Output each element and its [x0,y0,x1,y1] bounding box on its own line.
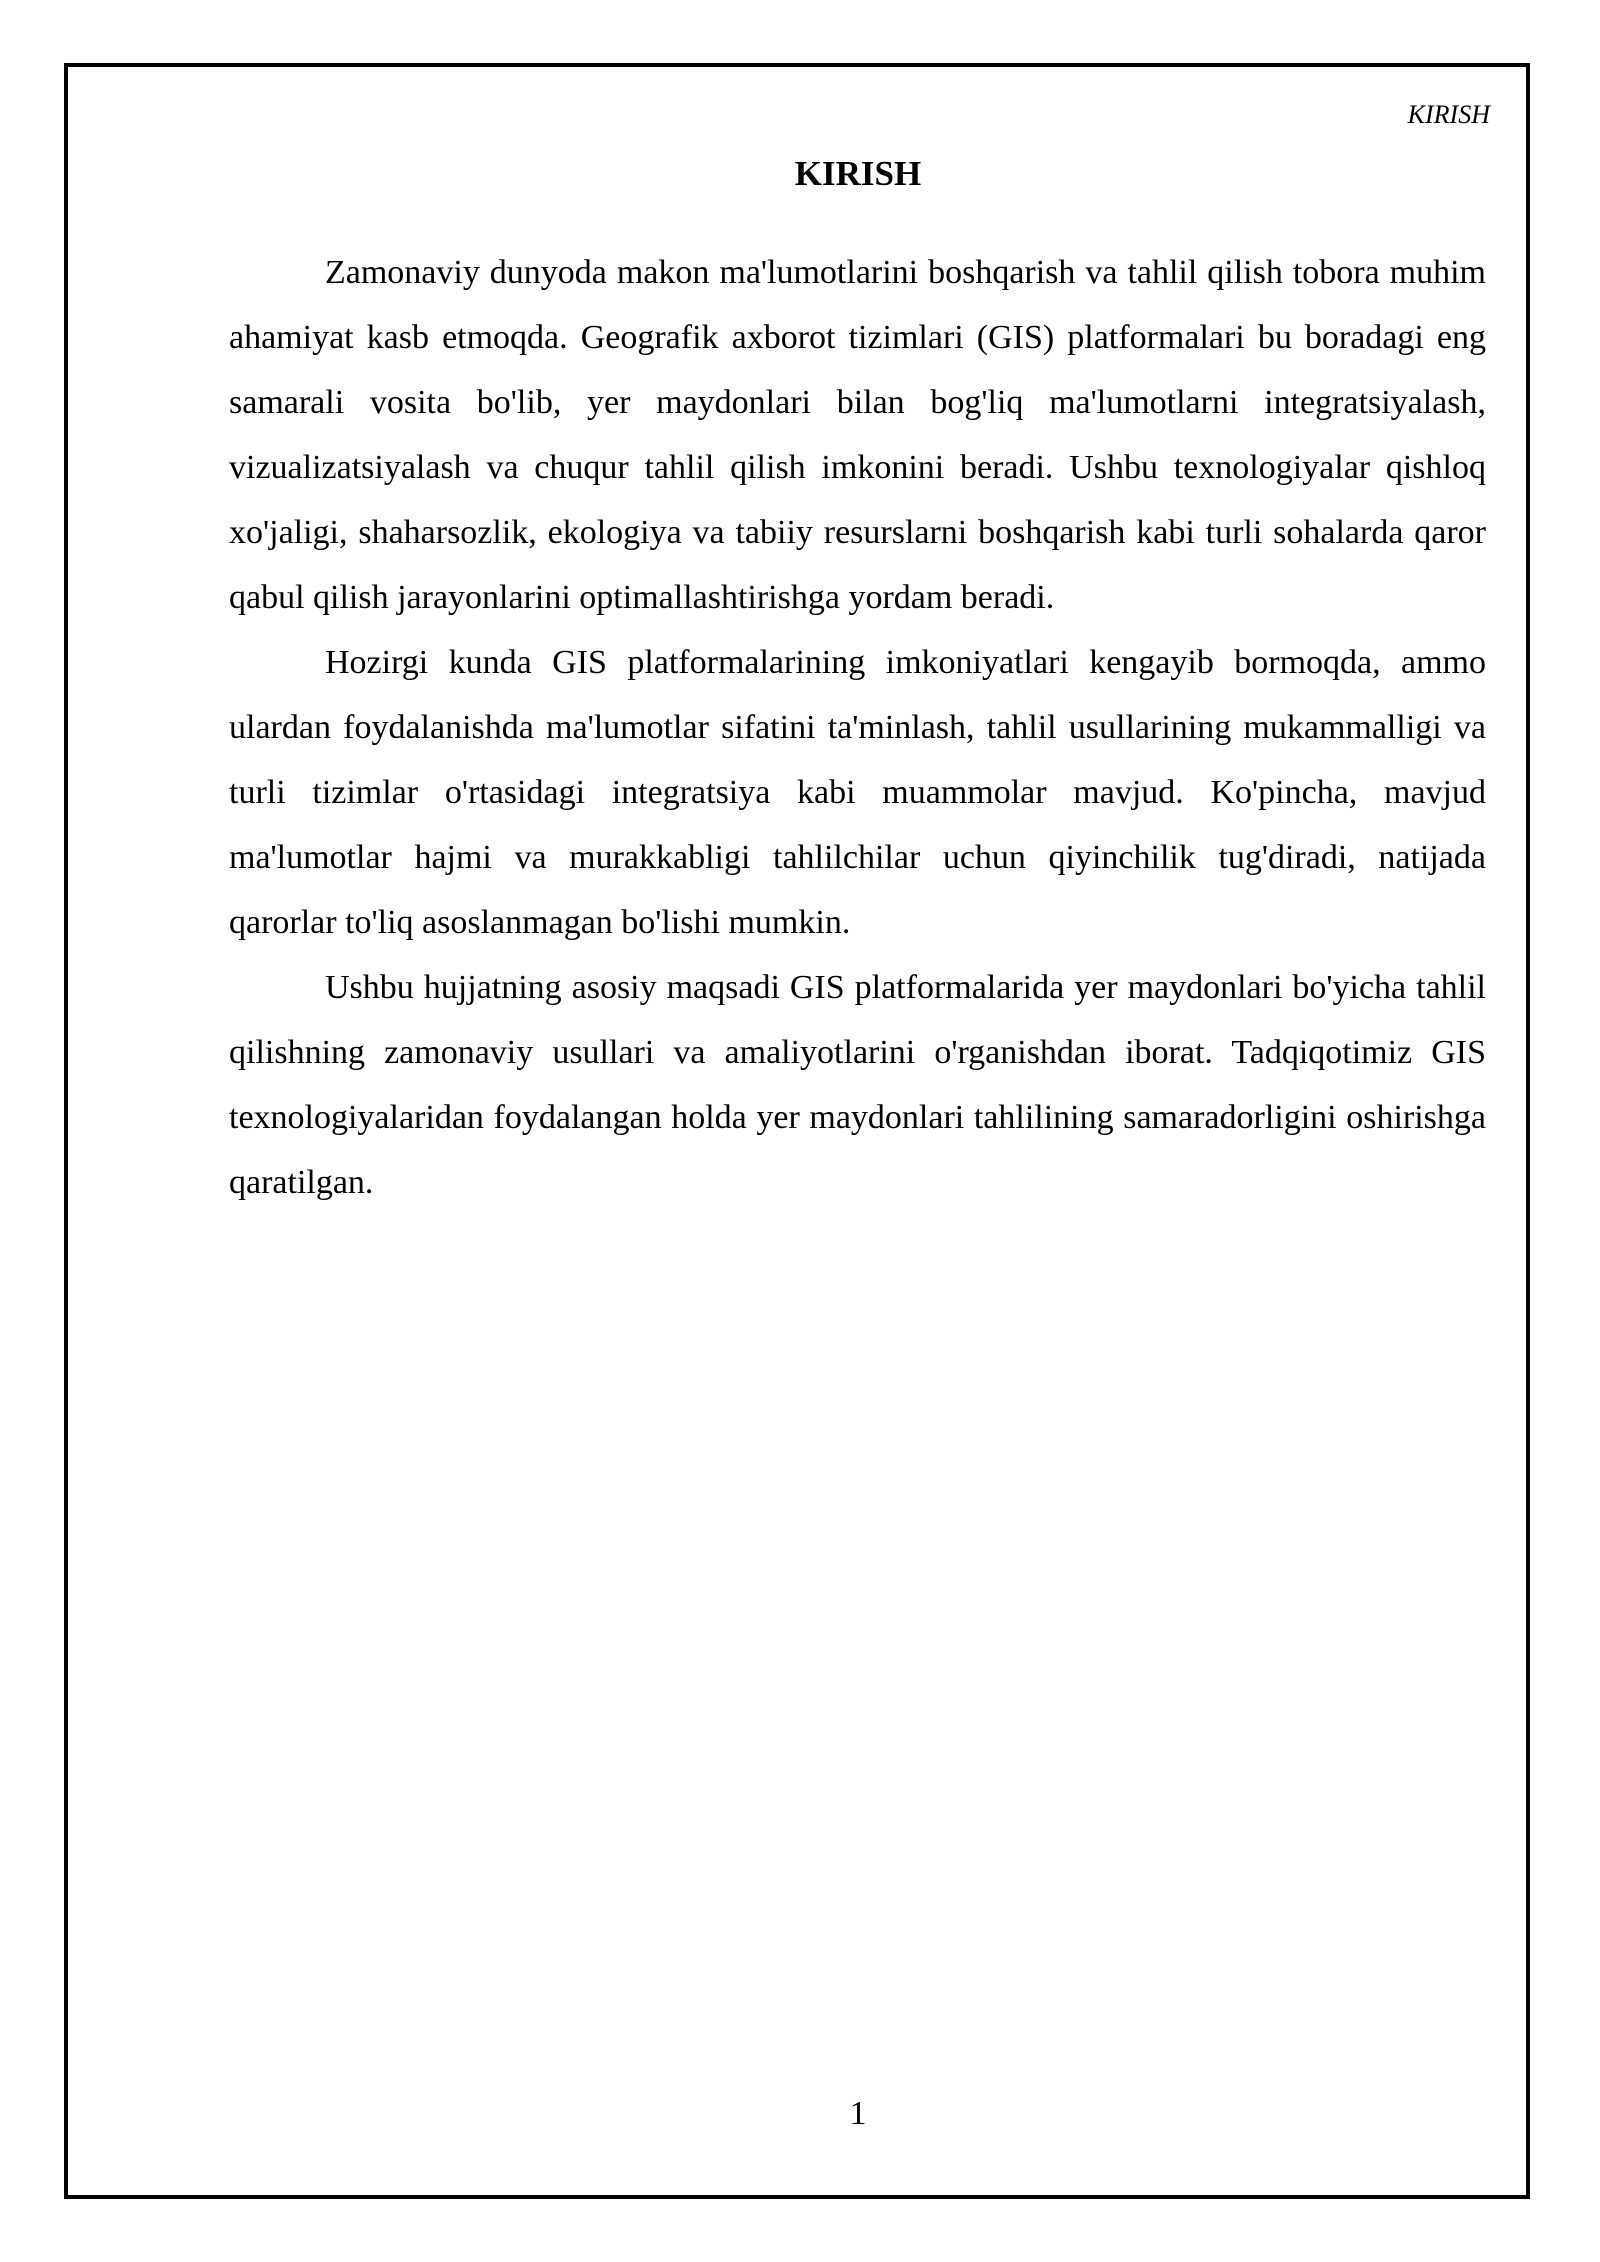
running-header: KIRISH [1407,100,1490,129]
page-title: KIRISH [794,154,922,193]
paragraph-3: Ushbu hujjatning asosiy maqsadi GIS platformalarida yer maydonlari bo'yicha tahlil qilishning zamonaviy usullari va amaliyotlarini o'rganishdan iborat. Tadqiqotimiz GIS texnologiyalaridan foydalangan holda yer maydonlari tahlilining samaradorligini oshirishga qaratilgan. [229,969,1486,1201]
paragraph-1: Zamonaviy dunyoda makon ma'lumotlarini boshqarish va tahlil qilish tobora muhim ahamiyat kasb etmoqda. Geografik axborot tizimlari (GIS) platformalari bu boradagi eng samarali vosita bo'lib, yer maydonlari bilan bog'liq ma'lumotlarni integratsiyalash, vizualizatsiyalash va chuqur tahlil qilish imkonini beradi. Ushbu texnologiyalar qishloq xo'jaligi, shaharsozlik, ekologiya va tabiiy resurslarni boshqarish kabi turli sohalarda qaror qabul qilish jarayonlarini optimallashtirishga yordam beradi. [229,254,1486,616]
body-text [229,240,1486,1215]
page-number: 1 [849,2095,867,2132]
paragraph-2: Hozirgi kunda GIS platformalarining imkoniyatlari kengayib bormoqda, ammo ulardan foydalanishda ma'lumotlar sifatini ta'minlash, tahlil usullarining mukammalligi va turli tizimlar o'rtasidagi integratsiya kabi muammolar mavjud. Ko'pincha, mavjud ma'lumotlar hajmi va murakkabligi tahlilchilar uchun qiyinchilik tug'diradi, natijada qarorlar to'liq asoslanmagan bo'lishi mumkin. [229,644,1486,941]
